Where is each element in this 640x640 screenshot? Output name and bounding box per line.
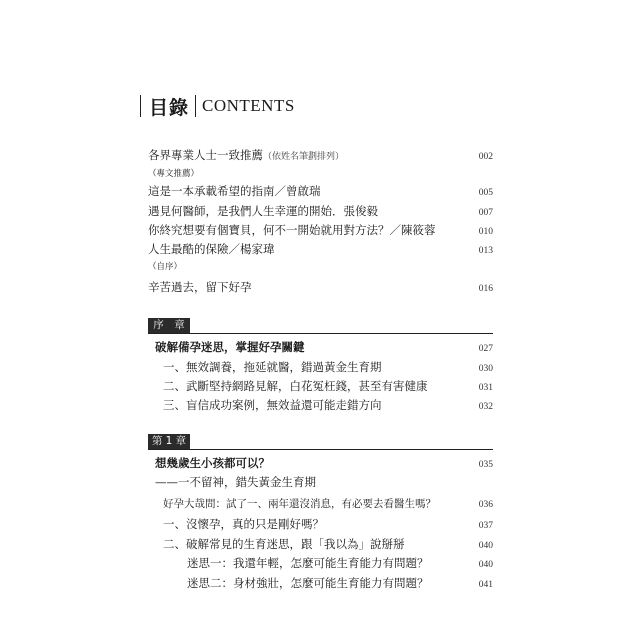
page-number: 040 xyxy=(478,541,493,551)
chapter1-item-2 xyxy=(163,536,493,552)
prologue-item-2 xyxy=(163,378,493,394)
page-number: 037 xyxy=(478,521,493,531)
page-number: 002 xyxy=(478,152,493,162)
chapter1-banner xyxy=(148,434,493,450)
prologue-banner xyxy=(148,318,493,334)
entry-text: 這是一本承載希望的指南／曾啟瑞 xyxy=(148,184,321,198)
chapter1-myth-2 xyxy=(187,575,493,591)
page-number: 013 xyxy=(478,246,493,256)
entry-text: 你終究想要有個寶貝，何不一開始就用對方法？／陳筱蓉 xyxy=(148,223,436,237)
chapter1-title: 想幾歲生小孩都可以？ xyxy=(155,456,270,470)
prologue-label: 序 章 xyxy=(148,318,190,333)
entry-text: 各界專業人士一致推薦 xyxy=(148,148,263,162)
page-number: 035 xyxy=(478,460,493,470)
page-number: 032 xyxy=(478,402,493,412)
toc-entry-foreword-4 xyxy=(148,241,493,257)
prologue-item-1 xyxy=(163,359,493,375)
page-number: 036 xyxy=(478,500,493,510)
page-number: 031 xyxy=(478,383,493,393)
page-number: 007 xyxy=(478,208,493,218)
toc-entry-foreword-3 xyxy=(148,222,493,238)
chapter1-item-qa xyxy=(163,496,493,511)
toc-entry-preface xyxy=(148,279,493,295)
toc-section-foreword-label xyxy=(148,167,493,179)
chapter1-title-row xyxy=(155,455,493,471)
page-number: 005 xyxy=(478,188,493,198)
header-left-rule xyxy=(140,95,141,117)
entry-text: 迷思二：身材強壯，怎麼可能生育能力有問題？ xyxy=(187,576,429,590)
header-divider-rule xyxy=(195,95,196,117)
entry-text: 遇見何醫師，是我們人生幸運的開始．張俊毅 xyxy=(148,204,378,218)
entry-text: （專文推薦） xyxy=(148,169,200,179)
entry-note: （依姓名筆劃排列） xyxy=(263,152,345,162)
page-number: 016 xyxy=(478,284,493,294)
entry-text: 二、武斷堅持網路見解，白花冤枉錢，甚至有害健康 xyxy=(163,379,428,393)
toc-entry-endorsements xyxy=(148,147,493,163)
page-number: 027 xyxy=(478,344,493,354)
entry-text: 迷思一：我還年輕，怎麼可能生育能力有問題？ xyxy=(187,556,429,570)
page-number: 041 xyxy=(478,580,493,590)
entry-text: （自序） xyxy=(148,262,183,272)
prologue-title: 破解備孕迷思，掌握好孕關鍵 xyxy=(155,340,305,354)
toc-section-preface-label xyxy=(148,260,493,272)
toc-entry-foreword-1 xyxy=(148,183,493,199)
prologue-item-3 xyxy=(163,397,493,413)
entry-text: 辛苦過去，留下好孕 xyxy=(148,280,252,294)
chapter1-item-1 xyxy=(163,516,493,532)
chapter1-myth-1 xyxy=(187,555,493,571)
page-number: 010 xyxy=(478,227,493,237)
chapter1-label: 第 1 章 xyxy=(148,434,190,449)
entry-text: 好孕大哉問：試了一、兩年還沒消息，有必要去看醫生嗎？ xyxy=(163,498,436,510)
chapter1-subtitle: ——一不留神，錯失黃金生育期 xyxy=(155,475,316,489)
toc-title-english: CONTENTS xyxy=(202,96,295,115)
toc-title-chinese: 目錄 xyxy=(149,96,190,119)
page-number: 030 xyxy=(478,364,493,374)
prologue-title-row xyxy=(155,339,493,355)
toc-entry-foreword-2 xyxy=(148,203,493,219)
entry-text: 人生最酷的保險／楊家瑋 xyxy=(148,242,275,256)
chapter1-subtitle-row xyxy=(155,474,493,490)
entry-text: 一、無效調養，拖延就醫，錯過黃金生育期 xyxy=(163,360,382,374)
page-number: 040 xyxy=(478,560,493,570)
entry-text: 三、盲信成功案例，無效益還可能走錯方向 xyxy=(163,398,382,412)
toc-header xyxy=(140,93,295,119)
entry-text: 二、破解常見的生育迷思，跟「我以為」說掰掰 xyxy=(163,537,405,551)
entry-text: 一、沒懷孕，真的只是剛好嗎？ xyxy=(163,517,324,531)
